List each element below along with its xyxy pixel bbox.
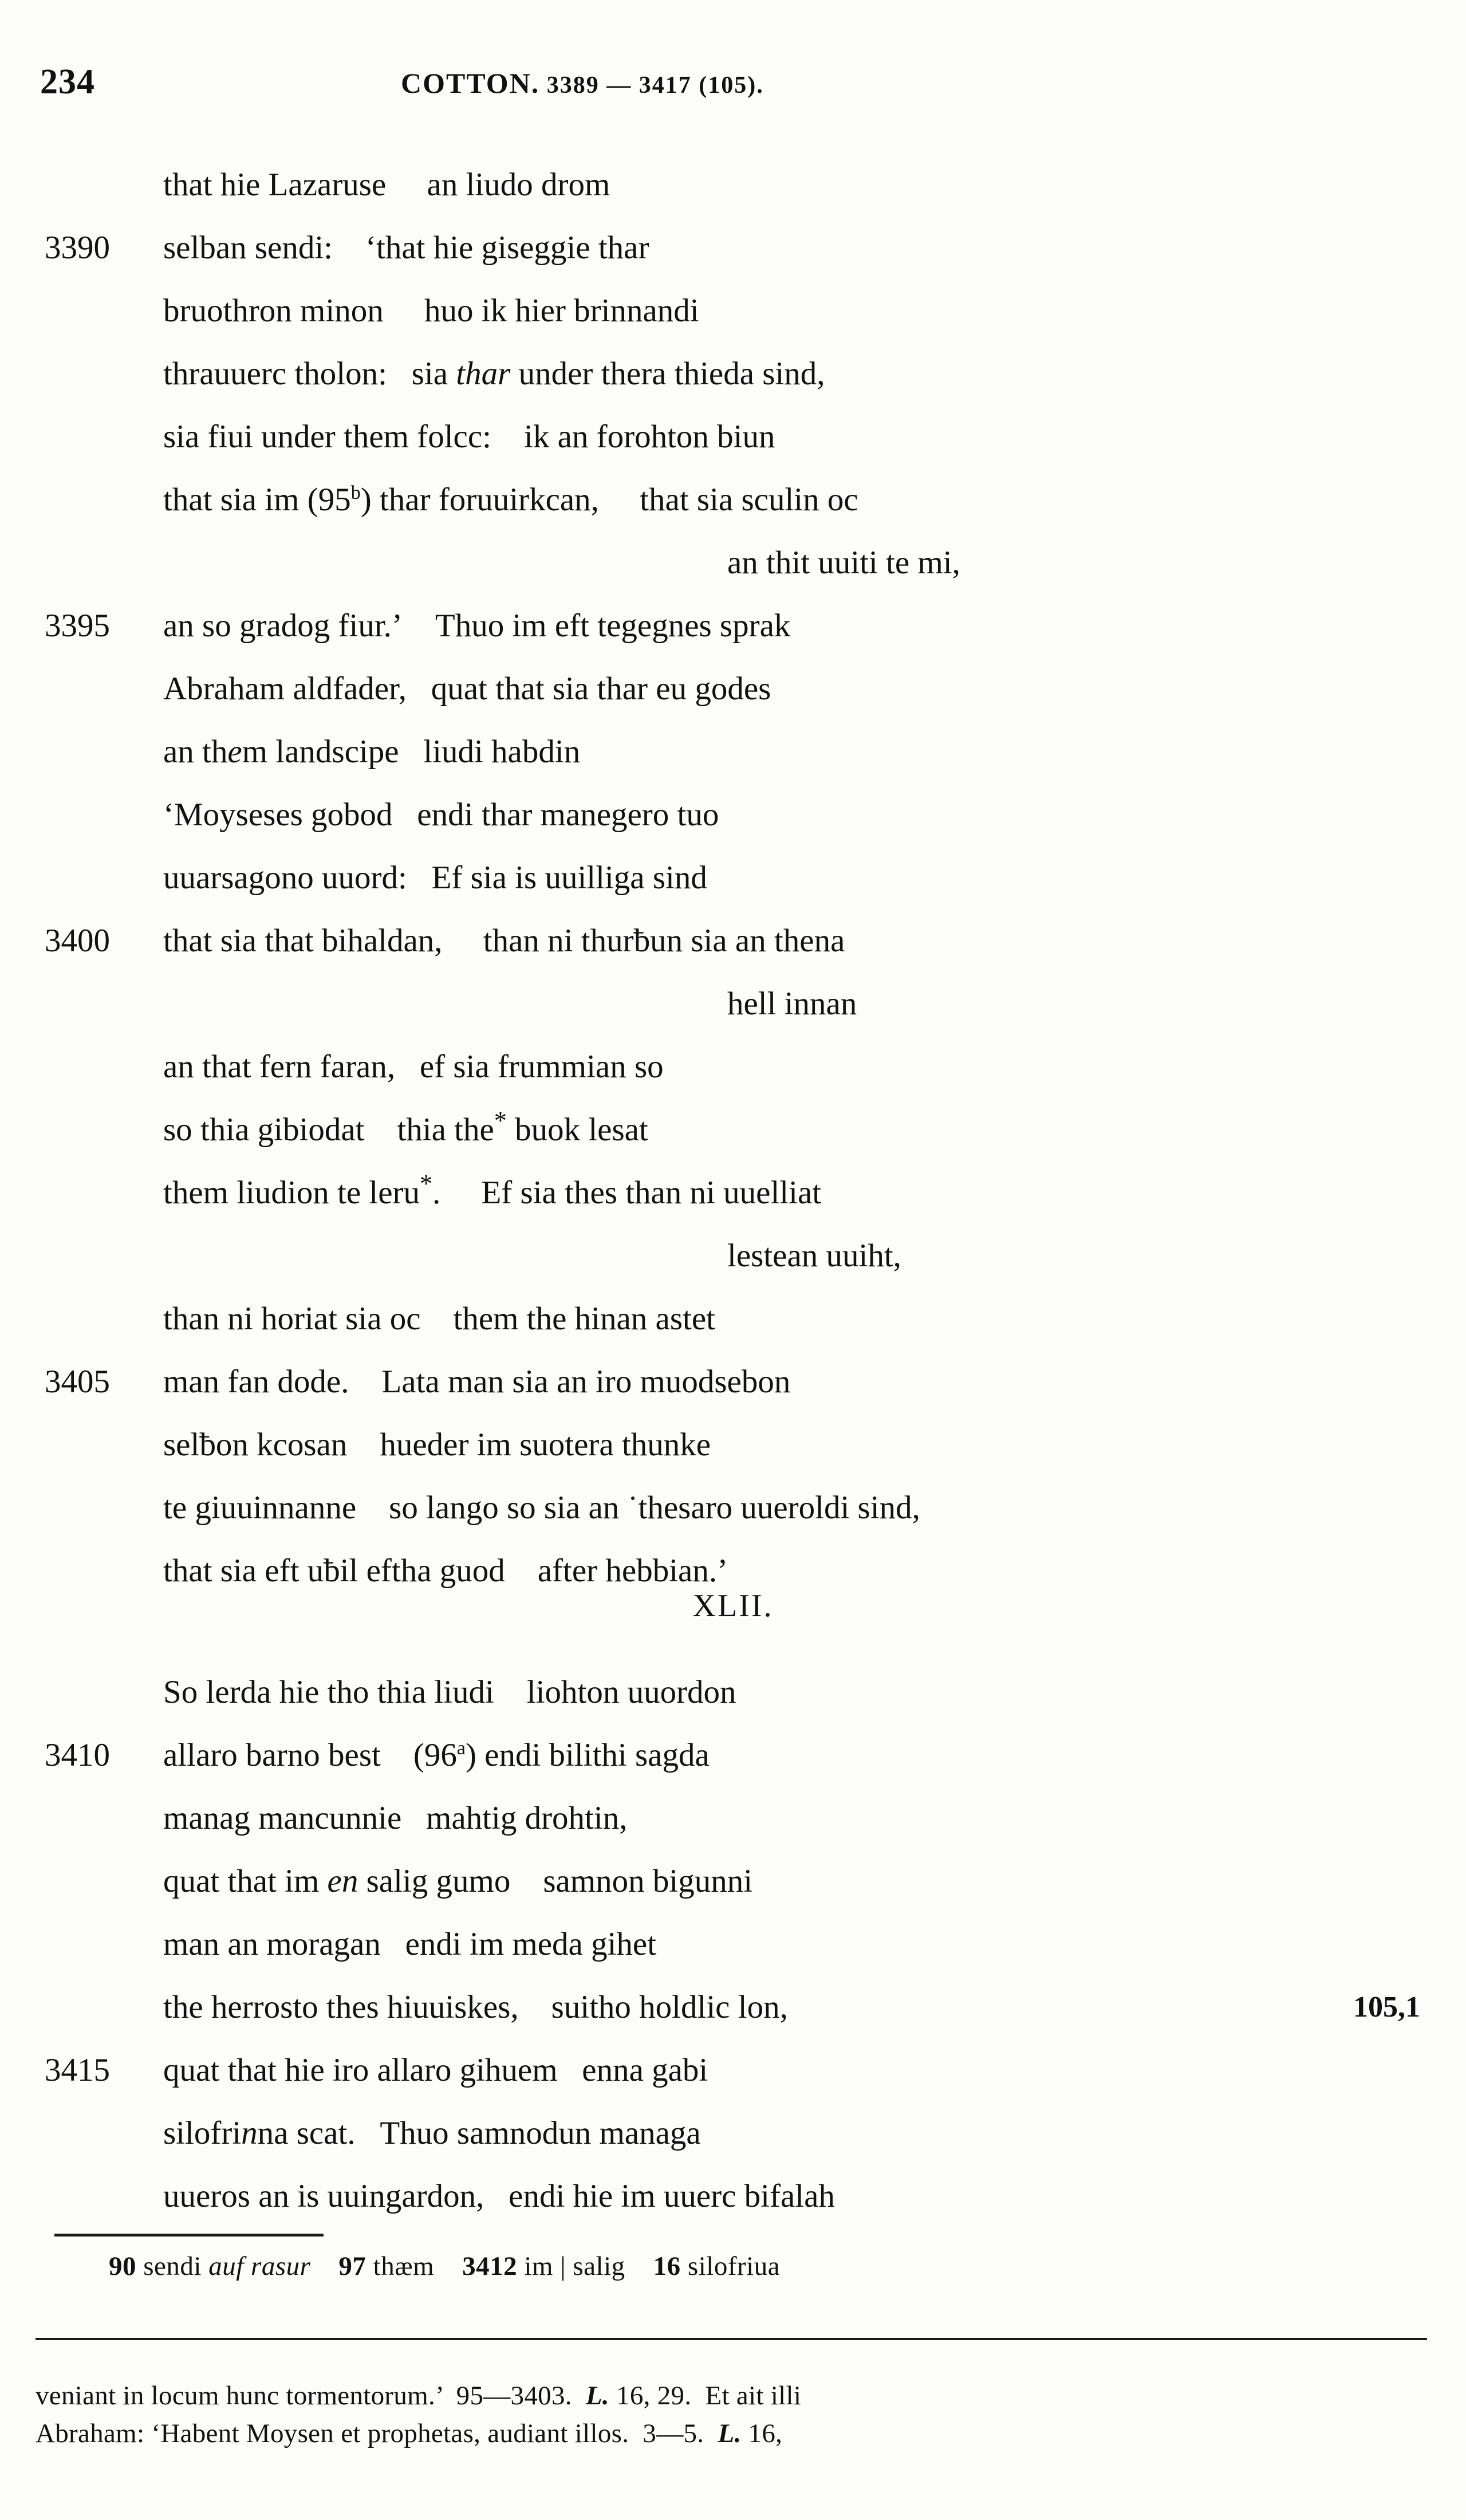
verse-text: an thit uuiti te mi,: [727, 545, 960, 581]
verse-line: [0, 1161, 1466, 1224]
running-head-manuscript: COTTON.: [401, 67, 540, 99]
verse-line: [0, 2102, 1466, 2165]
verse-text: So lerda hie tho thia liudi liohton uuordon: [163, 1674, 736, 1710]
chapter-heading: XLII.: [692, 1588, 774, 1624]
verse-text: them liudion te leru*. Ef sia thes than ni uuelliat: [163, 1170, 822, 1211]
verse-line: [0, 594, 1466, 657]
verse-text: quat that im en salig gumo samnon bigunni: [163, 1863, 753, 1899]
verse-line-number: 3410: [45, 1737, 110, 1773]
verse-line-number: 3415: [45, 2052, 110, 2088]
verse-text: thrauuerc tholon: sia thar under thera thieda sind,: [163, 356, 825, 392]
verse-text: te giuuinnanne so lango so sia an ˙thesaro uueroldi sind,: [163, 1490, 920, 1526]
verse-line: [0, 1476, 1466, 1539]
verse-text: uuarsagono uuord: Ef sia is uuilliga sind: [163, 860, 707, 896]
verse-text: man an moragan endi im meda gihet: [163, 1926, 657, 1962]
verse-text: than ni horiat sia oc them the hinan astet: [163, 1301, 715, 1337]
apparatus-line-ref: 16: [653, 2251, 681, 2281]
verse-line: [0, 1787, 1466, 1850]
verse-text: that sia that bihaldan, than ni thurƀun sia an thena: [163, 923, 845, 959]
verse-line: [0, 405, 1466, 468]
verse-text: that sia im (95$^b$) thar foruuirkcan, that sia sculin oc: [163, 482, 858, 518]
apparatus-note-italic: auf rasur: [208, 2251, 311, 2281]
verse-line: [0, 720, 1466, 783]
verse-text: so thia gibiodat thia the* buok lesat: [163, 1107, 648, 1148]
verse-text: an them landscipe liudi habdin: [163, 734, 581, 770]
verse-line: [0, 342, 1466, 405]
verse-text: sia fiui under them folcc: ik an forohton biun: [163, 419, 775, 455]
critical-apparatus: 90 sendi auf rasur 97 thæm 3412 im | salig 16 silofriua: [109, 2251, 781, 2281]
page-number: 234: [40, 62, 95, 101]
running-head: [0, 62, 1466, 102]
latin-note-text-b: 16, 29. Et ait illi: [609, 2381, 802, 2411]
verse-line: [0, 1413, 1466, 1476]
latin-note-ref: L.: [585, 2381, 609, 2411]
latin-note-text-b: 16,: [741, 2419, 783, 2448]
verse-line: [0, 1913, 1466, 1976]
verse-text: selƀon kcosan hueder im suotera thunke: [163, 1427, 711, 1463]
verse-line: [0, 531, 1466, 594]
verse-block-after-heading: [0, 1661, 1466, 2228]
apparatus-divider-rule: [54, 2234, 324, 2236]
verse-text: lestean uuiht,: [727, 1238, 901, 1274]
verse-line: [0, 153, 1466, 216]
apparatus-line-ref: 90: [109, 2251, 136, 2281]
verse-line: [0, 279, 1466, 342]
verse-text: manag mancunnie mahtig drohtin,: [163, 1800, 628, 1836]
verse-line: [0, 1098, 1466, 1161]
verse-line-number: 3400: [45, 923, 110, 959]
verse-text: allaro barno best (96$^a$) endi bilithi sagda: [163, 1737, 710, 1773]
verse-text: an so gradog fiur.’ Thuo im eft tegegnes sprak: [163, 608, 791, 644]
latin-source-notes: [36, 2377, 1410, 2452]
verse-line: [0, 1350, 1466, 1413]
latin-note-line: [36, 2415, 1410, 2452]
verse-line: [0, 1850, 1466, 1913]
verse-text: selban sendi: ‘that hie giseggie thar: [163, 230, 649, 266]
verse-text: silofrinna scat. Thuo samnodun managa: [163, 2115, 701, 2151]
verse-line: [0, 2039, 1466, 2102]
verse-line: [0, 1035, 1466, 1098]
latin-note-ref: L.: [718, 2419, 742, 2448]
verse-text: man fan dode. Lata man sia an iro muodsebon: [163, 1364, 791, 1400]
latin-note-text-a: Abraham: ‘Habent Moysen et prophetas, audiant illos. 3—5.: [36, 2419, 718, 2448]
verse-line: [0, 909, 1466, 972]
verse-line: [0, 1287, 1466, 1350]
verse-line-number: 3395: [45, 608, 110, 644]
running-head-title: [401, 66, 764, 100]
verse-line: [0, 216, 1466, 279]
verse-line: [0, 783, 1466, 846]
verse-line-number: 3405: [45, 1364, 110, 1400]
verse-text: the herrosto thes hiuuiskes, suitho holdlic lon,: [163, 1989, 788, 2025]
verse-text: that sia eft uƀil eftha guod after hebbian.’: [163, 1553, 728, 1589]
latin-note-line: [36, 2377, 1410, 2415]
verse-text: ‘Moyseses gobod endi thar manegero tuo: [163, 797, 719, 833]
verse-line-number: 3390: [45, 230, 110, 266]
verse-text: an that fern faran, ef sia frummian so: [163, 1049, 664, 1085]
running-head-line-range: 3389 — 3417 (105).: [546, 72, 764, 99]
verse-text: hell innan: [727, 986, 857, 1022]
verse-line: [0, 972, 1466, 1035]
verse-line: [0, 1661, 1466, 1724]
verse-line: [0, 1724, 1466, 1787]
verse-text: bruothron minon huo ik hier brinnandi: [163, 293, 699, 329]
verse-line: [0, 657, 1466, 720]
marginal-reference: 105,1: [1353, 1991, 1420, 2023]
verse-text: quat that hie iro allaro gihuem enna gabi: [163, 2052, 708, 2088]
verse-line: [0, 2165, 1466, 2228]
latin-notes-divider-rule: [36, 2338, 1427, 2340]
verse-text: uueros an is uuingardon, endi hie im uuerc bifalah: [163, 2178, 835, 2214]
verse-line: [0, 846, 1466, 909]
verse-block: [0, 153, 1466, 1602]
verse-text: Abraham aldfader, quat that sia thar eu godes: [163, 671, 771, 707]
verse-line: [0, 1224, 1466, 1287]
apparatus-line-ref: 3412: [462, 2251, 518, 2281]
latin-note-text-a: veniant in locum hunc tormentorum.’ 95—3403.: [36, 2381, 586, 2411]
apparatus-line-ref: 97: [338, 2251, 366, 2281]
verse-line: [0, 1976, 1466, 2039]
verse-line: [0, 468, 1466, 531]
verse-text: that hie Lazaruse an liudo drom: [163, 167, 610, 203]
